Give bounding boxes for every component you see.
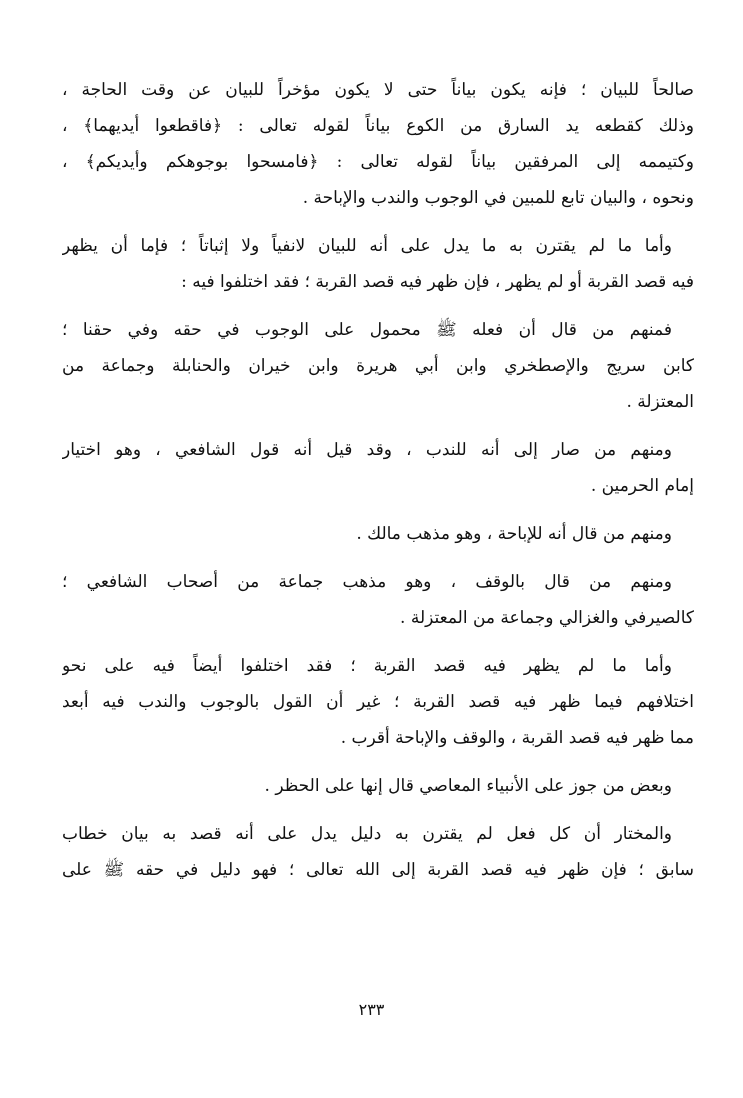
text-line: المعتزلة . xyxy=(626,392,694,412)
paragraph-1 xyxy=(62,72,694,216)
paragraph-3 xyxy=(62,312,694,420)
paragraph-4 xyxy=(62,432,694,504)
paragraph-8 xyxy=(62,768,694,804)
text-line: وأما ما لم يقترن به ما يدل على أنه للبيان لانفياً ولا إثباتاً ؛ فإما أن يظهر xyxy=(62,236,672,256)
text-line: كالصيرفي والغزالي وجماعة من المعتزلة . xyxy=(400,608,694,628)
paragraph-2 xyxy=(62,228,694,300)
text-line: وكتيممه إلى المرفقين بياناً لقوله تعالى : ﴿فامسحوا بوجوهكم وأيديكم﴾ ، xyxy=(62,152,694,172)
text-line: والمختار أن كل فعل لم يقترن به دليل يدل على أنه قصد به بيان خطاب xyxy=(62,824,672,844)
text-line: إمام الحرمين . xyxy=(590,476,694,496)
paragraph-7 xyxy=(62,648,694,756)
text-line: فيه قصد القربة أو لم يظهر ، فإن ظهر فيه قصد القربة ؛ فقد اختلفوا فيه : xyxy=(181,272,694,292)
paragraph-5 xyxy=(62,516,694,552)
text-line: ومنهم من صار إلى أنه للندب ، وقد قيل أنه قول الشافعي ، وهو اختيار xyxy=(62,440,672,460)
text-line: ونحوه ، والبيان تابع للمبين في الوجوب والندب والإباحة . xyxy=(302,188,694,208)
text-line: وأما ما لم يظهر فيه قصد القربة ؛ فقد اختلفوا أيضاً فيه على نحو xyxy=(62,656,672,676)
text-line: وذلك كقطعه يد السارق من الكوع بياناً لقوله تعالى : ﴿فاقطعوا أيديهما﴾ ، xyxy=(62,116,694,136)
text-line: اختلافهم فيما ظهر فيه قصد القربة ؛ غير أن القول بالوجوب والندب فيه أبعد xyxy=(62,692,694,712)
text-line: سابق ؛ فإن ظهر فيه قصد القربة إلى الله تعالى ؛ فهو دليل في حقه ﷺ على xyxy=(62,860,694,880)
page-number: ٢٣٣ xyxy=(358,1000,385,1019)
paragraph-6 xyxy=(62,564,694,636)
paragraph-9 xyxy=(62,816,694,888)
text-line: كابن سريج والإصطخري وابن أبي هريرة وابن خيران والحنابلة وجماعة من xyxy=(62,356,694,376)
text-line: صالحاً للبيان ؛ فإنه يكون بياناً حتى لا يكون مؤخراً للبيان عن وقت الحاجة ، xyxy=(62,80,694,100)
page-body xyxy=(62,72,694,900)
text-line: ومنهم من قال أنه للإباحة ، وهو مذهب مالك . xyxy=(356,524,672,544)
text-line: فمنهم من قال أن فعله ﷺ محمول على الوجوب في حقه وفي حقنا ؛ xyxy=(62,320,672,340)
text-line: مما ظهر فيه قصد القربة ، والوقف والإباحة أقرب . xyxy=(340,728,694,748)
text-line: ومنهم من قال بالوقف ، وهو مذهب جماعة من أصحاب الشافعي ؛ xyxy=(62,572,672,592)
text-line: وبعض من جوز على الأنبياء المعاصي قال إنها على الحظر . xyxy=(264,776,672,796)
